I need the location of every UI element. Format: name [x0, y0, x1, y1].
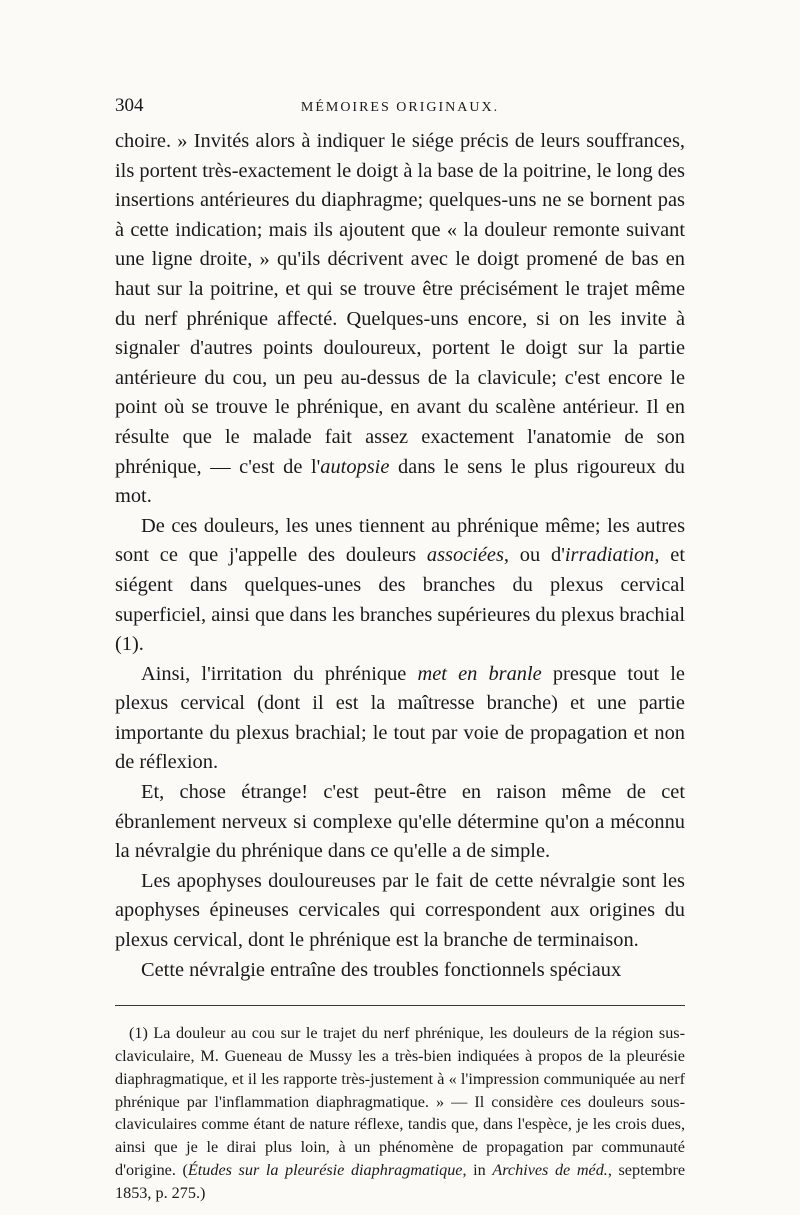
paragraph-4: Et, chose étrange! c'est peut-être en raison même de cet ébranlement nerveux si complexe qu'elle détermine qu'on a méconnu la névralgie du phrénique dans ce qu'elle a de simple. — [115, 781, 685, 863]
footnote-text-a: (1) La douleur au cou sur le trajet du nerf phrénique, les douleurs de la région sus-claviculaire, M. Gueneau de Mussy les a très-bien indiquées à propos de la pleurésie diaphragmatique, et il les rapporte très-justement à « l'impression communiquée au nerf phrénique par l'inflammation diaphragmatique. » — Il considère ces douleurs sous-claviculaires comme étant de nature réflexe, tandis que, dans l'espèce, je les crois dues, ainsi que je le dirai plus loin, à un phénomène de propagation par communauté d'origine. ( — [115, 1024, 685, 1179]
paragraph-6: Cette névralgie entraîne des troubles fonctionnels spéciaux — [141, 958, 622, 981]
footnote-italic-1: Études sur la pleurésie diaphragmatique — [187, 1161, 463, 1179]
paragraph-2-italic-2: irradiation — [564, 544, 655, 567]
paragraph-3 — [115, 660, 685, 778]
footnote — [115, 1022, 685, 1204]
page-header — [115, 95, 685, 125]
paragraph-2-italic-1: associées — [426, 544, 504, 567]
paragraph-2 — [115, 512, 685, 660]
paragraph-1-italic: autopsie — [320, 455, 390, 478]
paragraph-1 — [115, 127, 685, 512]
footnote-text-b: , in — [462, 1161, 493, 1179]
body-text — [115, 127, 685, 985]
paragraph-1-text-b: dans le sens le plus rigoureux du mot. — [115, 455, 685, 508]
footnote-italic-2: Archives de méd. — [492, 1161, 608, 1179]
footnote-text-c: , septembre 1853, p. 275.) — [115, 1161, 686, 1202]
page-number: 304 — [115, 95, 144, 116]
paragraph-2-text-c: , et siégent dans quelques-unes des branches du plexus cervical superficiel, ainsi que dans les branches supérieures du plexus brachial (1). — [115, 544, 685, 656]
running-title: MÉMOIRES ORIGINAUX. — [300, 100, 500, 115]
footnote-1 — [115, 1022, 685, 1204]
page — [115, 95, 685, 1205]
paragraph-3-italic: met en branle — [417, 662, 542, 685]
paragraph-3-text-a: Ainsi, l'irritation du phrénique — [141, 662, 418, 685]
paragraph-3-text-b: presque tout le plexus cervical (dont il est la maîtresse branche) et une partie importante du plexus brachial; le tout par voie de propagation et non de réflexion. — [115, 662, 685, 774]
paragraph-5: Les apophyses douloureuses par le fait de cette névralgie sont les apophyses épineuses cervicales qui correspondent aux origines du plexus cervical, dont le phrénique est la branche de terminaison. — [115, 869, 685, 952]
paragraph-2-text-b: , ou d' — [503, 544, 565, 567]
footnote-divider — [115, 1005, 685, 1006]
paragraph-2-text-a: De ces douleurs, les unes tiennent au phrénique même; les autres sont ce que j'appelle des douleurs — [115, 514, 685, 567]
paragraph-1-text-a: choire. » Invités alors à indiquer le siége précis de leurs souffrances, ils portent très-exactement le doigt à la base de la poitrine, le long des insertions antérieures du diaphragme; quelques-uns ne se bornent pas à cette indication; mais ils ajoutent que « la douleur remonte suivant une ligne droite, » qu'ils décrivent avec le doigt promené de bas en haut sur la poitrine, et qui se trouve être précisément le trajet même du nerf phrénique affecté. Quelques-uns encore, si on les invite à signaler d'autres points douloureux, portent le doigt sur la partie antérieure du cou, un peu au-dessus de la clavicule; c'est encore le point où se trouve le phrénique, en avant du scalène antérieur. Il en résulte que le malade fait assez exactement l'anatomie de son phrénique, — c'est de l' — [115, 130, 685, 478]
